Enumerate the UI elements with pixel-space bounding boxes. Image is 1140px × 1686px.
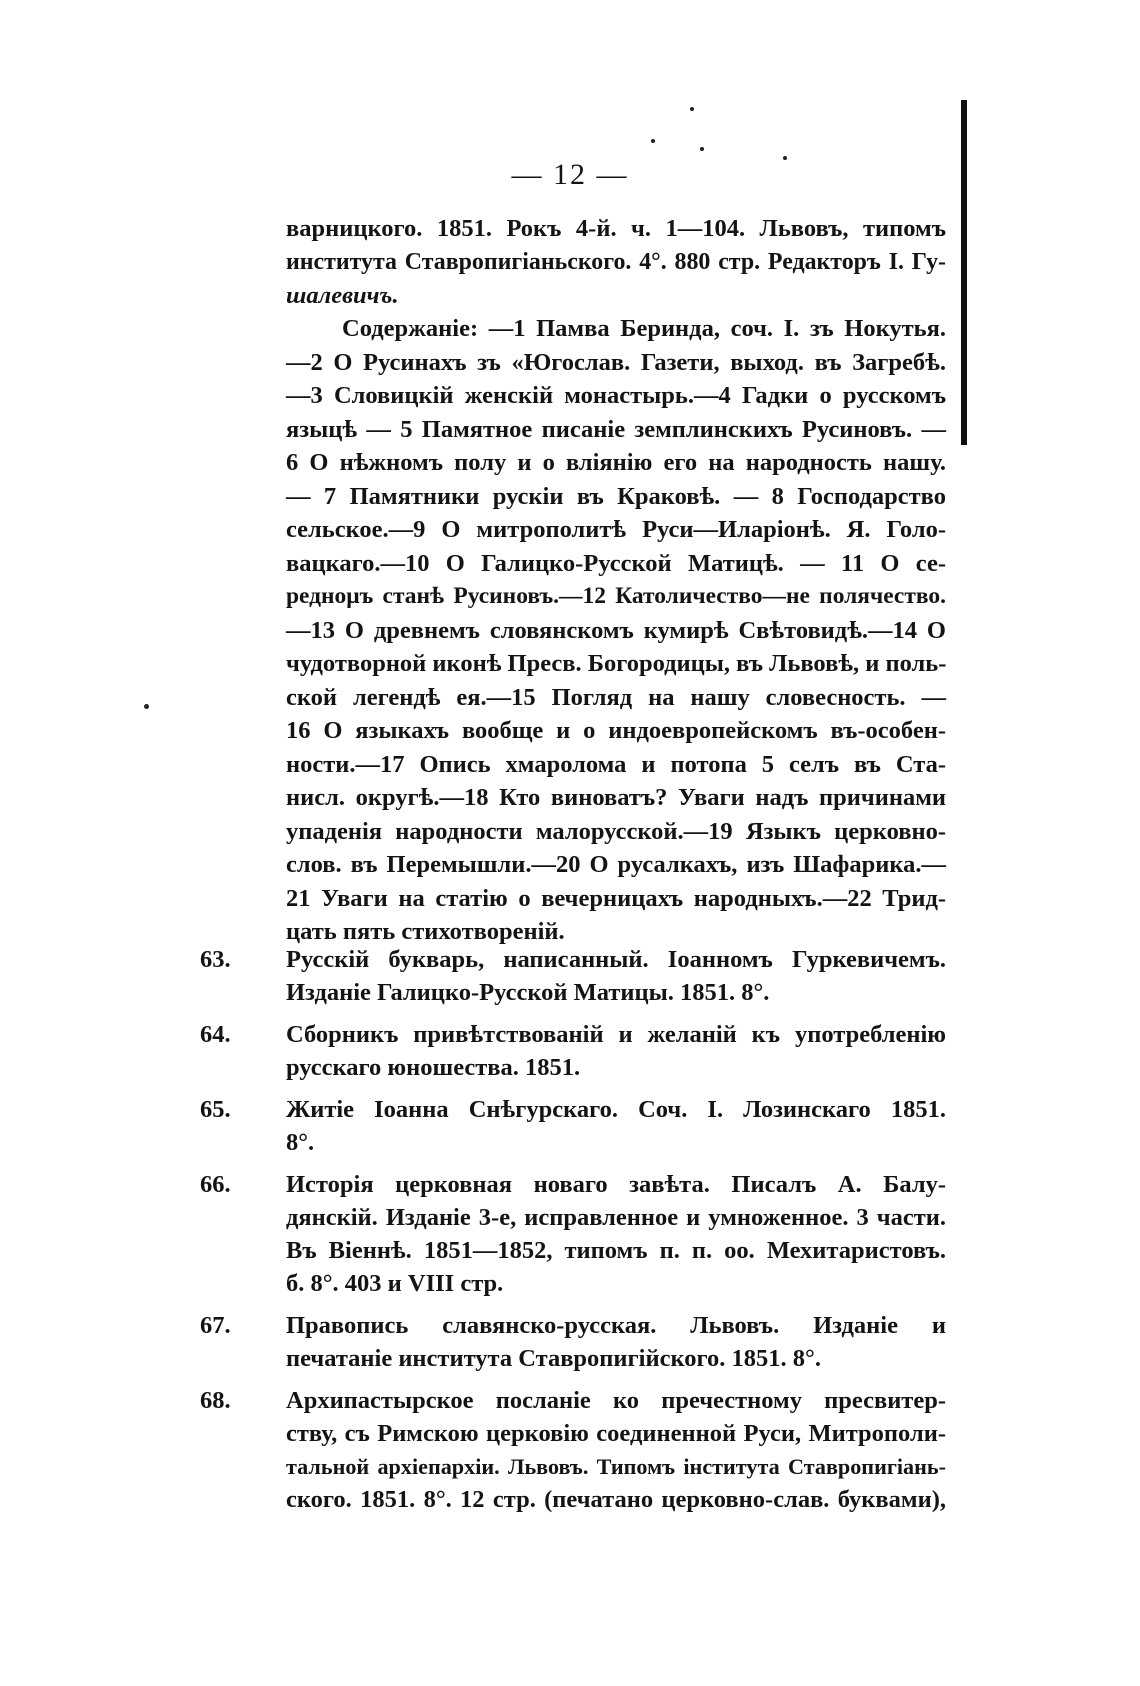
text-line: нисл. округѣ.—18 Кто виноватъ? Уваги надъ причинами	[286, 784, 946, 811]
text-line: —3 Словицкiй женскiй монастырь.—4 Гадки о русскомъ	[286, 382, 946, 409]
bibliography-entries	[200, 943, 946, 1525]
text-line: печатанiе института Ставропигiйского. 1851. 8°.	[286, 1345, 821, 1372]
entry-67	[200, 1309, 946, 1375]
text-line: шалевичъ.	[286, 282, 399, 309]
entry-65	[200, 1093, 946, 1159]
text-line: дянскiй. Изданiе 3-е, исправленное и умноженное. 3 части.	[286, 1204, 946, 1231]
entry-63	[200, 943, 946, 1009]
entry-number: 63.	[200, 946, 231, 973]
text-line: цать пять стихотворенiй.	[286, 918, 565, 945]
text-line: Содержанiе: —1 Памва Беринда, соч. І. зъ Нокутья.	[342, 315, 946, 342]
text-line: Житiе Iоанна Снѣгурскаго. Соч. І. Лозинскаго 1851.	[286, 1096, 946, 1123]
text-line: 16 О языкахъ вообще и о индоевропейскомъ въ-особен-	[286, 717, 946, 744]
text-line: ского. 1851. 8°. 12 стр. (печатано церковно-слав. буквами),	[286, 1486, 946, 1513]
text-line: ности.—17 Опись хмаролома и потопа 5 селъ въ Ста-	[286, 750, 946, 778]
text-line: чудотворной иконѣ Пресв. Богородицы, въ Львовѣ, и поль-	[286, 650, 947, 677]
text-line: —2 О Русинахъ зъ «Югослав. Газети, выход. въ Загребѣ.	[286, 348, 946, 376]
entry-number: 66.	[200, 1171, 231, 1198]
text-line: 6 О нѣжномъ полу и о влiянiю его на народность нашу.	[286, 449, 946, 476]
ink-speck	[690, 107, 694, 111]
entry-64	[200, 1018, 946, 1084]
text-line: 21 Уваги на статiю о вечерницахъ народныхъ.—22 Трид-	[286, 884, 946, 912]
text-line: Въ Вiеннѣ. 1851—1852, типомъ п. п. оо. Мехитаристовъ.	[286, 1237, 946, 1264]
text-line: Русскiй букварь, написанный. Iоанномъ Гуркевичемъ.	[286, 946, 946, 973]
text-line: Изданiе Галицко-Русской Матицы. 1851. 8°.	[286, 979, 770, 1006]
entry-number: 64.	[200, 1021, 231, 1048]
text-line: упаденiя народности малорусской.—19 Языкъ церковно-	[286, 817, 946, 845]
text-line: ству, съ Римскою церковiю соединенной Руси, Митрополи-	[286, 1420, 946, 1447]
entry-66	[200, 1168, 946, 1300]
ink-speck	[144, 704, 149, 709]
text-line: реднομъ станѣ Русиновъ.—12 Католичество—не полячество.	[286, 583, 946, 609]
text-line: института Ставропигiаньского. 4°. 880 стр. Редакторъ І. Гу-	[286, 248, 946, 275]
text-line: — 7 Памятники рускiи въ Краковѣ. — 8 Господарство	[286, 482, 946, 510]
entry-number: 65.	[200, 1096, 231, 1123]
intro-paragraph	[286, 212, 946, 313]
entry-68	[200, 1384, 946, 1516]
entry-number: 68.	[200, 1387, 231, 1414]
text-line: Архипастырское посланiе ко пречестному пресвитер-	[286, 1387, 946, 1414]
text-line: Исторiя церковная новаго завѣта. Писалъ А. Балу-	[286, 1171, 946, 1198]
text-line: языцѣ — 5 Памятное писанiе земплинскихъ Русиновъ. —	[286, 415, 946, 443]
text-line: сельское.—9 О митрополитѣ Руси—Иларiонѣ. Я. Голо-	[286, 516, 946, 543]
contents-paragraph	[286, 312, 946, 949]
text-line: слов. въ Перемышли.—20 О русалкахъ, изъ Шафарика.—	[286, 851, 946, 878]
text-line: б. 8°. 403 и VIII стр.	[286, 1270, 504, 1297]
text-line: ской легендѣ ея.—15 Погляд на нашу словесность. —	[286, 683, 946, 711]
text-line: русскаго юношества. 1851.	[286, 1054, 581, 1081]
text-line: варницкого. 1851. Рокъ 4-й. ч. 1—104. Львовъ, типомъ	[286, 215, 946, 242]
text-line: Сборникъ привѣтствованiй и желанiй къ употребленiю	[286, 1021, 946, 1048]
text-line: —13 О древнемъ словянскомъ кумирѣ Свѣтовидѣ.—14 О	[286, 616, 946, 644]
text-line: тальной архiепархiи. Львовъ. Типомъ iнститута Ставропигiань-	[286, 1454, 946, 1479]
text-line: вацкаго.—10 О Галицко-Русской Матицѣ. — 11 О се-	[286, 549, 946, 577]
text-line: Правопись славянско-русская. Львовъ. Изданiе и	[286, 1312, 946, 1339]
ink-speck	[700, 147, 704, 151]
page-edge-shadow	[961, 100, 967, 445]
page-number: — 12 —	[511, 158, 629, 191]
ink-speck	[651, 139, 655, 143]
entry-number: 67.	[200, 1312, 231, 1339]
text-line: 8°.	[286, 1129, 315, 1156]
